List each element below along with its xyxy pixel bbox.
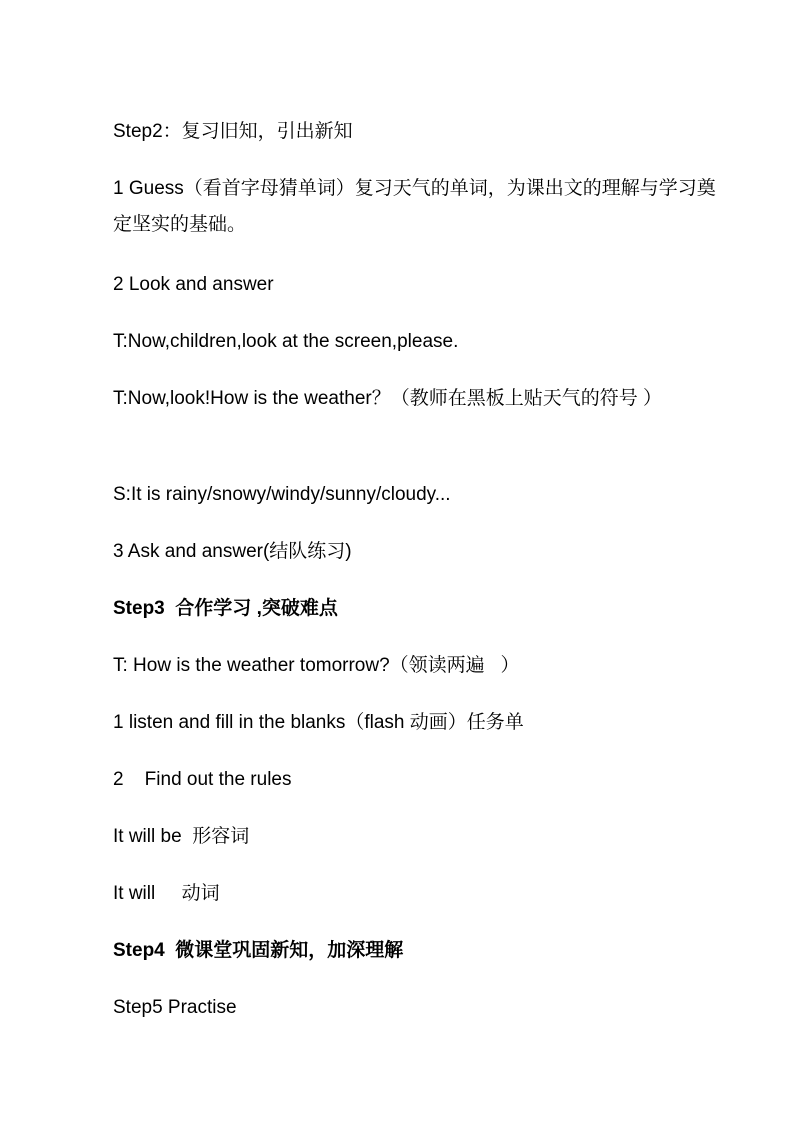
student-line-weather: S:It is rainy/snowy/windy/sunny/cloudy...	[113, 484, 451, 505]
listen-fill-line: 1 listen and fill in the blanks（flash 动画）任务单	[113, 712, 524, 733]
teacher-line-screen: T:Now,children,look at the screen,please.	[113, 331, 459, 352]
step5-heading: Step5 Practise	[113, 997, 237, 1018]
rule-verb-line: It will 动词	[113, 883, 220, 904]
guess-activity-paragraph: 1 Guess（看首字母猜单词）复习天气的单词，为课出文的理解与学习奠定坚实的基础。	[113, 178, 716, 235]
ask-and-answer-line: 3 Ask and answer(结队练习)	[113, 541, 352, 562]
rule-adjective-line: It will be 形容词	[113, 826, 250, 847]
find-rules-line: 2 Find out the rules	[113, 769, 292, 790]
teacher-line-weather: T:Now,look!How is the weather？（教师在黑板上贴天气的符号 ）	[113, 388, 663, 409]
teacher-line-tomorrow: T: How is the weather tomorrow?（领读两遍 ）	[113, 655, 520, 676]
look-and-answer-line: 2 Look and answer	[113, 274, 274, 295]
step3-heading: Step3 合作学习 ,突破难点	[113, 598, 338, 619]
step4-heading: Step4 微课堂巩固新知，加深理解	[113, 940, 404, 961]
step2-heading: Step2：复习旧知，引出新知	[113, 121, 353, 142]
